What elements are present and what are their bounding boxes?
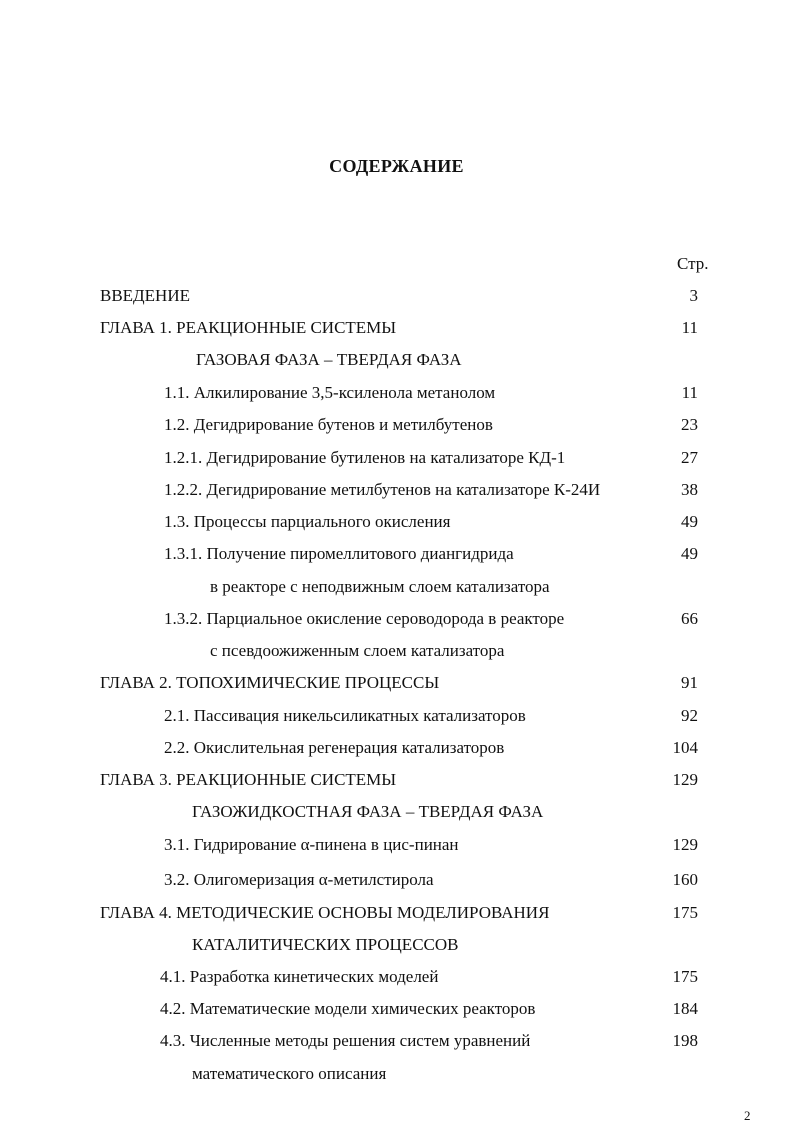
toc-entry-page: 92: [681, 706, 698, 725]
toc-entry-text: ГАЗОВАЯ ФАЗА – ТВЕРДАЯ ФАЗА: [196, 350, 462, 369]
toc-entry-text: 1.1. Алкилирование 3,5-ксиленола метанолом: [164, 383, 496, 402]
toc-entry-text: с псевдоожиженным слоем катализатора: [210, 641, 505, 660]
toc-entry-text: в реакторе с неподвижным слоем катализатора: [210, 577, 550, 596]
toc-entry-page: 129: [672, 835, 698, 854]
toc-entry-text: 1.2.1. Дегидрирование бутиленов на катализаторе КД-1: [164, 448, 566, 467]
toc-entry-text: 1.2. Дегидрирование бутенов и метилбутенов: [164, 415, 493, 434]
toc-entry-text: ГЛАВА 3. РЕАКЦИОННЫЕ СИСТЕМЫ: [100, 770, 397, 789]
toc-entry-text: 1.3.1. Получение пиромеллитового диангидрида: [164, 544, 514, 563]
toc-entry-text: ГЛАВА 4. МЕТОДИЧЕСКИЕ ОСНОВЫ МОДЕЛИРОВАНИЯ: [100, 903, 550, 922]
toc-entry-page: 49: [681, 512, 698, 531]
toc-entry-text: ГЛАВА 2. ТОПОХИМИЧЕСКИЕ ПРОЦЕССЫ: [100, 673, 440, 692]
toc-entry-page: 49: [681, 544, 698, 563]
toc-entry-page: 11: [681, 318, 698, 337]
toc-entry-text: 4.2. Математические модели химических реакторов: [160, 999, 536, 1018]
toc-entry-page: 175: [672, 903, 698, 922]
toc-entry-text: 4.1. Разработка кинетических моделей: [160, 967, 439, 986]
toc-entry-page: 160: [672, 870, 698, 889]
toc-entry-text: ГЛАВА 1. РЕАКЦИОННЫЕ СИСТЕМЫ: [100, 318, 397, 337]
toc-entry-text: КАТАЛИТИЧЕСКИХ ПРОЦЕССОВ: [192, 935, 459, 954]
toc-entry-page: 23: [681, 415, 698, 434]
toc-entry-text: 1.3. Процессы парциального окисления: [164, 512, 451, 531]
toc-entry-page: 11: [681, 383, 698, 402]
toc-entry-page: 184: [672, 999, 698, 1018]
toc-entry-text: 1.3.2. Парциальное окисление сероводорода в реакторе: [164, 609, 565, 628]
toc-entry-text: 2.1. Пассивация никельсиликатных катализаторов: [164, 706, 526, 725]
toc-entry-page: 198: [672, 1031, 698, 1050]
toc-entry-page: 175: [672, 967, 698, 986]
toc-entry-page: 104: [672, 738, 698, 757]
toc-entry-text: 3.2. Олигомеризация α-метилстирола: [164, 870, 434, 889]
toc-entry-page: 3: [689, 286, 698, 305]
toc-entry-text: 2.2. Окислительная регенерация катализаторов: [164, 738, 505, 757]
page-number: 2: [744, 1108, 751, 1123]
toc-entry-text: математического описания: [192, 1064, 387, 1083]
page-column-header: Стр.: [677, 254, 709, 273]
toc-entry-page: 38: [681, 480, 698, 499]
toc-entry-text: 1.2.2. Дегидрирование метилбутенов на катализаторе К-24И: [164, 480, 601, 499]
toc-entry-text: 3.1. Гидрирование α-пинена в цис-пинан: [164, 835, 459, 854]
toc-entry-text: ГАЗОЖИДКОСТНАЯ ФАЗА – ТВЕРДАЯ ФАЗА: [192, 802, 544, 821]
toc-entry-page: 129: [672, 770, 698, 789]
toc-entry-page: 27: [681, 448, 698, 467]
toc-entry-text: ВВЕДЕНИЕ: [100, 286, 190, 305]
toc-entry-page: 91: [681, 673, 698, 692]
toc-entry-page: 66: [681, 609, 698, 628]
toc-entry-text: 4.3. Численные методы решения систем уравнений: [160, 1031, 531, 1050]
page-title: СОДЕРЖАНИЕ: [329, 156, 464, 176]
